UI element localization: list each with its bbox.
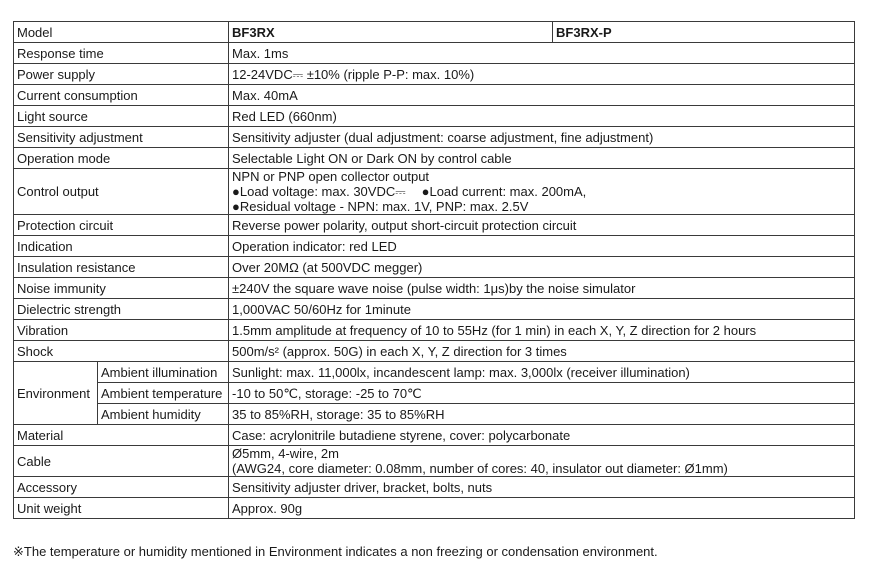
row-label: Vibration: [14, 320, 229, 341]
sub-label: Ambient temperature: [98, 383, 229, 404]
table-row-unit-weight: [14, 498, 855, 519]
row-value: Operation indicator: red LED: [229, 236, 855, 257]
control-output-value: [229, 169, 855, 215]
table-row-insulation-resistance: [14, 257, 855, 278]
table-row-power-supply: [14, 64, 855, 85]
model-label: Model: [14, 22, 229, 43]
control-output-line-3: ●Residual voltage - NPN: max. 1V, PNP: max. 2.5V: [232, 199, 529, 214]
row-label: Noise immunity: [14, 278, 229, 299]
table-row-sensitivity-adjustment: [14, 127, 855, 148]
row-label: Shock: [14, 341, 229, 362]
table-row-material: [14, 425, 855, 446]
row-value: 1,000VAC 50/60Hz for 1minute: [229, 299, 855, 320]
table-row-dielectric-strength: [14, 299, 855, 320]
table-row-current-consumption: [14, 85, 855, 106]
table-row-noise-immunity: [14, 278, 855, 299]
environment-label: Environment: [14, 362, 98, 425]
row-value: 12-24VDC⎓ ±10% (ripple P-P: max. 10%): [229, 64, 855, 85]
row-label: Cable: [14, 446, 229, 477]
row-label: Power supply: [14, 64, 229, 85]
row-value: Case: acrylonitrile butadiene styrene, cover: polycarbonate: [229, 425, 855, 446]
cable-line-1: Ø5mm, 4-wire, 2m: [232, 446, 339, 461]
cable-value: [229, 446, 855, 477]
row-label: Operation mode: [14, 148, 229, 169]
control-output-line-1: NPN or PNP open collector output: [232, 169, 430, 184]
row-value: Reverse power polarity, output short-circuit protection circuit: [229, 215, 855, 236]
table-row-vibration: [14, 320, 855, 341]
row-value: 35 to 85%RH, storage: 35 to 85%RH: [229, 404, 855, 425]
row-value: Over 20MΩ (at 500VDC megger): [229, 257, 855, 278]
row-value: Sensitivity adjuster (dual adjustment: coarse adjustment, fine adjustment): [229, 127, 855, 148]
row-value: Max. 1ms: [229, 43, 855, 64]
row-label: Dielectric strength: [14, 299, 229, 320]
footnote: ※The temperature or humidity mentioned in Environment indicates a non freezing or condensation environment.: [13, 544, 658, 559]
table-row-shock: [14, 341, 855, 362]
table-row-accessory: [14, 477, 855, 498]
row-label: Accessory: [14, 477, 229, 498]
row-value: ±240V the square wave noise (pulse width: 1μs)by the noise simulator: [229, 278, 855, 299]
sub-label: Ambient illumination: [98, 362, 229, 383]
table-row-ambient-illumination: [14, 362, 855, 383]
row-value: Red LED (660nm): [229, 106, 855, 127]
row-label: Response time: [14, 43, 229, 64]
row-value: Max. 40mA: [229, 85, 855, 106]
table-row-response-time: [14, 43, 855, 64]
row-value: 500m/s² (approx. 50G) in each X, Y, Z direction for 3 times: [229, 341, 855, 362]
table-row-light-source: [14, 106, 855, 127]
row-label: Unit weight: [14, 498, 229, 519]
row-label: Insulation resistance: [14, 257, 229, 278]
row-value: Selectable Light ON or Dark ON by control cable: [229, 148, 855, 169]
row-value: -10 to 50℃, storage: -25 to 70℃: [229, 383, 855, 404]
row-label: Light source: [14, 106, 229, 127]
row-value: Sensitivity adjuster driver, bracket, bolts, nuts: [229, 477, 855, 498]
table-row-ambient-humidity: [14, 404, 855, 425]
row-value: 1.5mm amplitude at frequency of 10 to 55Hz (for 1 min) in each X, Y, Z direction for 2 hours: [229, 320, 855, 341]
row-label: Sensitivity adjustment: [14, 127, 229, 148]
table-row-model: [14, 22, 855, 43]
table-row-operation-mode: [14, 148, 855, 169]
cable-line-2: (AWG24, core diameter: 0.08mm, number of cores: 40, insulator out diameter: Ø1mm): [232, 461, 728, 476]
row-label: Material: [14, 425, 229, 446]
row-value: Approx. 90g: [229, 498, 855, 519]
model-bf3rx: BF3RX: [229, 22, 553, 43]
table-row-protection-circuit: [14, 215, 855, 236]
load-current-text: ●Load current: max. 200mA,: [421, 184, 587, 199]
specification-table: [13, 21, 855, 519]
row-value: Sunlight: max. 11,000lx, incandescent lamp: max. 3,000lx (receiver illumination): [229, 362, 855, 383]
row-label: Protection circuit: [14, 215, 229, 236]
table-row-control-output: [14, 169, 855, 215]
table-row-ambient-temperature: [14, 383, 855, 404]
table-row-cable: [14, 446, 855, 477]
model-bf3rx-p: BF3RX-P: [553, 22, 855, 43]
row-label: Control output: [14, 169, 229, 215]
table-row-indication: [14, 236, 855, 257]
load-voltage-text: ●Load voltage: max. 30VDC⎓: [232, 184, 406, 199]
row-label: Current consumption: [14, 85, 229, 106]
control-output-line-2: [232, 184, 851, 199]
sub-label: Ambient humidity: [98, 404, 229, 425]
row-label: Indication: [14, 236, 229, 257]
